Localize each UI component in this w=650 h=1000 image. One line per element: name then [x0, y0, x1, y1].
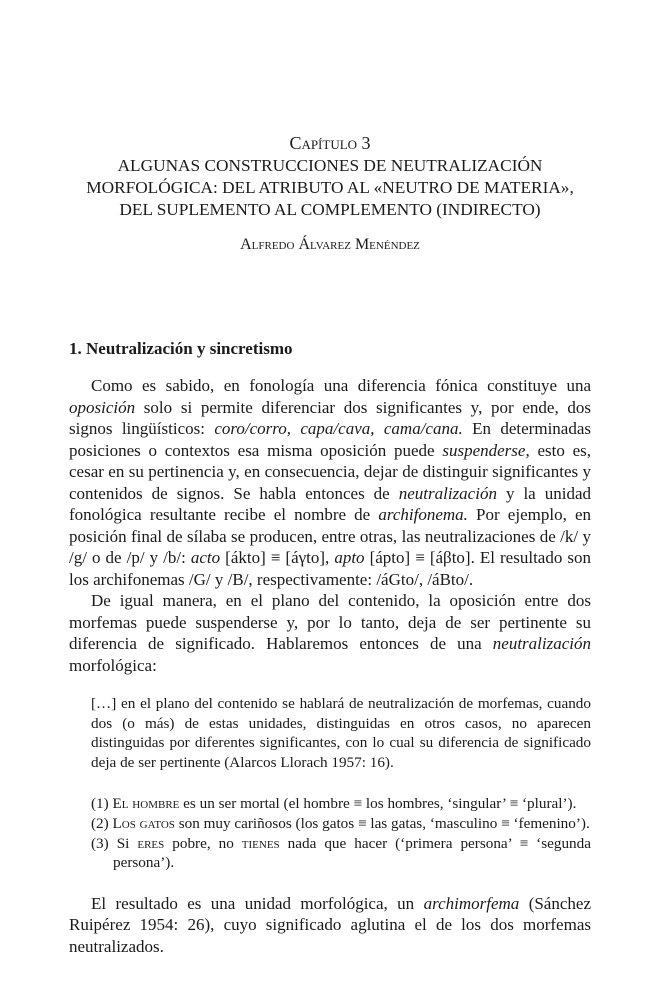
example-number: (1) [91, 795, 113, 813]
chapter-title-line: DEL SUPLEMENTO AL COMPLEMENTO (INDIRECTO) [119, 200, 541, 219]
text-run: esto es, cesar en su pertinencia y, en consecuencia, dejar de distinguir significantes y contenidos de signos. Se habla entonces de [69, 440, 591, 503]
text-run: es un ser mortal (el hombre ≡ los hombres, ‘singular’ ≡ ‘plural’). [179, 795, 577, 813]
italic-term: archifonema. [378, 505, 468, 524]
example-item [91, 834, 591, 873]
text-run: Si [116, 834, 138, 852]
example-number: (3) [91, 834, 117, 852]
paragraph [69, 375, 591, 590]
block-quote: […] en el plano del contenido se hablará de neutralización de morfemas, cuando dos (o más) de estas unidades, distinguidas en otros casos, no aparecen distinguidas por diferentes significantes, con lo cual su diferencia de significado deja de ser pertinente (Alarcos Llorach 1957: 16). [91, 695, 591, 771]
text-run: y la unidad fonológica resultante recibe el nombre de [69, 483, 591, 524]
italic-term: acto [190, 548, 221, 567]
example-list [91, 794, 591, 872]
text-run: pobre, no [164, 834, 242, 852]
chapter-title [69, 155, 591, 221]
section-heading: 1. Neutralización y sincretismo [69, 339, 293, 358]
text-run: Por ejemplo, en posición final de sílaba se producen, entre otras, las neutralizaciones de /k/ y /g/ o de /p/ y /b/: [69, 505, 591, 567]
text-run: En determinadas posiciones o contextos esa misma oposición puede [69, 419, 591, 460]
italic-term: oposición [69, 397, 136, 417]
paragraph [69, 590, 591, 676]
text-run: son muy cariñosos (los gatos ≡ las gatas, ‘masculino ≡ ‘femenino’). [174, 814, 590, 832]
body-text [69, 375, 591, 957]
italic-term: archimorfema [423, 893, 520, 913]
italic-term: neutralización [398, 483, 497, 503]
example-item [91, 814, 591, 834]
text-run: morfológica: [69, 655, 157, 675]
italic-term: coro/corro, capa/cava, cama/cana. [214, 419, 463, 438]
italic-term: apto [334, 548, 365, 567]
small-caps-term: Los gatos [112, 814, 175, 832]
small-caps-term: tienes [241, 834, 280, 852]
text-run: [ákto] ≡ [áγto], [220, 548, 335, 567]
chapter-title-line: MORFOLÓGICA: DEL ATRIBUTO AL «NEUTRO DE MATERIA», [86, 178, 574, 197]
italic-term: suspenderse, [442, 440, 530, 460]
text-run: [ápto] ≡ [áβto]. El resultado son los archifonemas /G/ y /B/, respectivamente: /áGto/, /áBto/. [69, 548, 591, 589]
text-run: (Sánchez Ruipérez 1954: 26), cuyo significado aglutina el de los dos morfemas neutralizados. [69, 893, 591, 956]
text-run: nada que hacer (‘primera persona’ ≡ ‘segunda persona’). [113, 834, 591, 872]
text-run: El resultado es una unidad morfológica, un [91, 893, 424, 913]
paragraph [69, 893, 591, 958]
example-item [91, 794, 591, 814]
small-caps-term: eres [137, 834, 165, 852]
text-run: Como es sabido, en fonología una diferencia fónica constituye una [91, 376, 591, 395]
author-name: Alfredo Álvarez Menéndez [240, 236, 420, 253]
chapter-label: Capítulo 3 [289, 133, 371, 153]
italic-term: neutralización [492, 634, 591, 653]
chapter-header [69, 132, 591, 221]
text-run: De igual manera, en el plano del contenido, la oposición entre dos morfemas puede suspenderse y, por lo tanto, deja de ser pertinente su diferencia de significado. Hablaremos entonces de una [69, 591, 591, 653]
example-number: (2) [91, 814, 113, 832]
chapter-title-line: ALGUNAS CONSTRUCCIONES DE NEUTRALIZACIÓN [117, 156, 543, 175]
text-run: solo si permite diferenciar dos significantes y, por ende, dos signos lingüísticos: [69, 397, 591, 438]
small-caps-term: El hombre [112, 795, 180, 813]
